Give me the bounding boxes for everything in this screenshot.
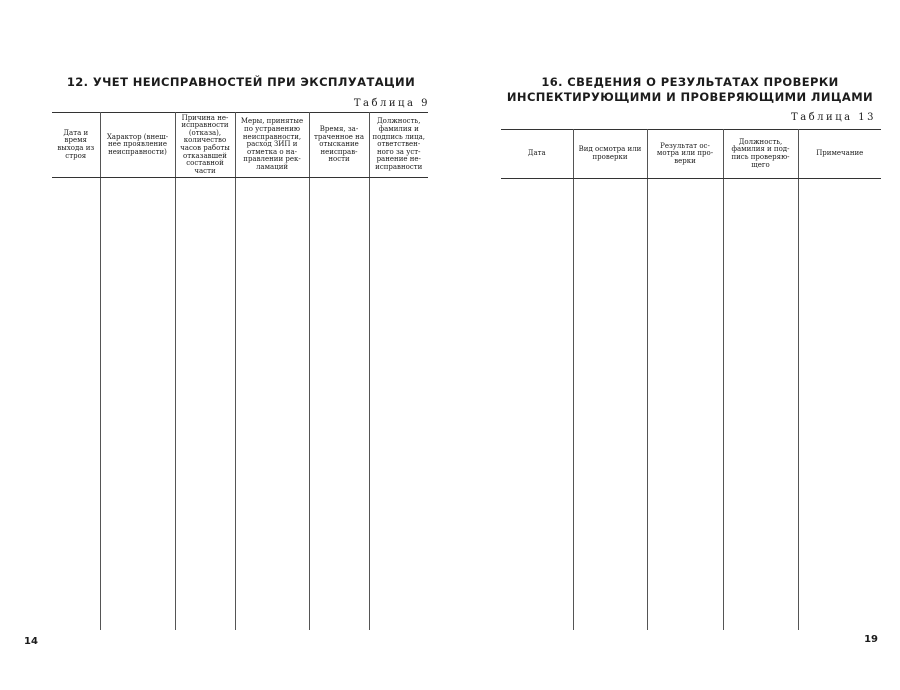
page-number-left: 14: [24, 636, 38, 647]
table-cell: [309, 178, 369, 631]
column-header-search-time: Время, за-траченное на отыскание неисправ-ности: [309, 113, 369, 178]
column-header-inspection-type: Вид осмотра или проверки: [573, 130, 647, 179]
column-header-inspection-result: Результат ос-мотра или про-верки: [647, 130, 723, 179]
inspection-results-table: [501, 129, 881, 630]
table-9-label: Таблица 9: [353, 98, 430, 109]
column-header-measures-taken: Меры, принятые по устранению неисправности, расход ЗИП и отметка о на-правлении рек-ламаций: [235, 113, 309, 178]
table-cell: [798, 179, 881, 631]
table-cell: [100, 178, 175, 631]
column-header-inspector: Должность, фамилия и под-пись проверяю-щего: [723, 130, 798, 179]
fault-log-table: [52, 112, 428, 630]
column-header-fault-cause: Причина не-исправности (отказа), количество часов работы отказавшей составной части: [175, 113, 235, 178]
section-title-line-2: ИНСПЕКТИРУЮЩИМИ И ПРОВЕРЯЮЩИМИ ЛИЦАМИ: [506, 90, 874, 104]
table-13-label: Таблица 13: [791, 112, 876, 123]
table-cell: [369, 178, 428, 631]
table-cell: [175, 178, 235, 631]
section-title-inspections: [500, 75, 880, 105]
page-number-right: 19: [864, 634, 878, 645]
table-cell: [647, 179, 723, 631]
column-header-note: Примечание: [798, 130, 881, 179]
table-cell: [723, 179, 798, 631]
column-header-responsible-person: Должность, фамилия и подпись лица, ответствен-ного за уст-ранение не-исправности: [369, 113, 428, 178]
table-cell: [235, 178, 309, 631]
right-page: [450, 0, 900, 690]
column-header-date: Дата: [501, 130, 573, 179]
table-cell: [573, 179, 647, 631]
table-cell: [501, 179, 573, 631]
section-title-line-1: 16. СВЕДЕНИЯ О РЕЗУЛЬТАТАХ ПРОВЕРКИ: [541, 75, 839, 89]
table-cell: [52, 178, 100, 631]
section-title-faults: 12. УЧЕТ НЕИСПРАВНОСТЕЙ ПРИ ЭКСПЛУАТАЦИИ: [66, 75, 416, 89]
column-header-fault-character: Характор (внеш-нее проявление неисправности): [100, 113, 175, 178]
column-header-failure-date: Дата и время выхода из строя: [52, 113, 100, 178]
